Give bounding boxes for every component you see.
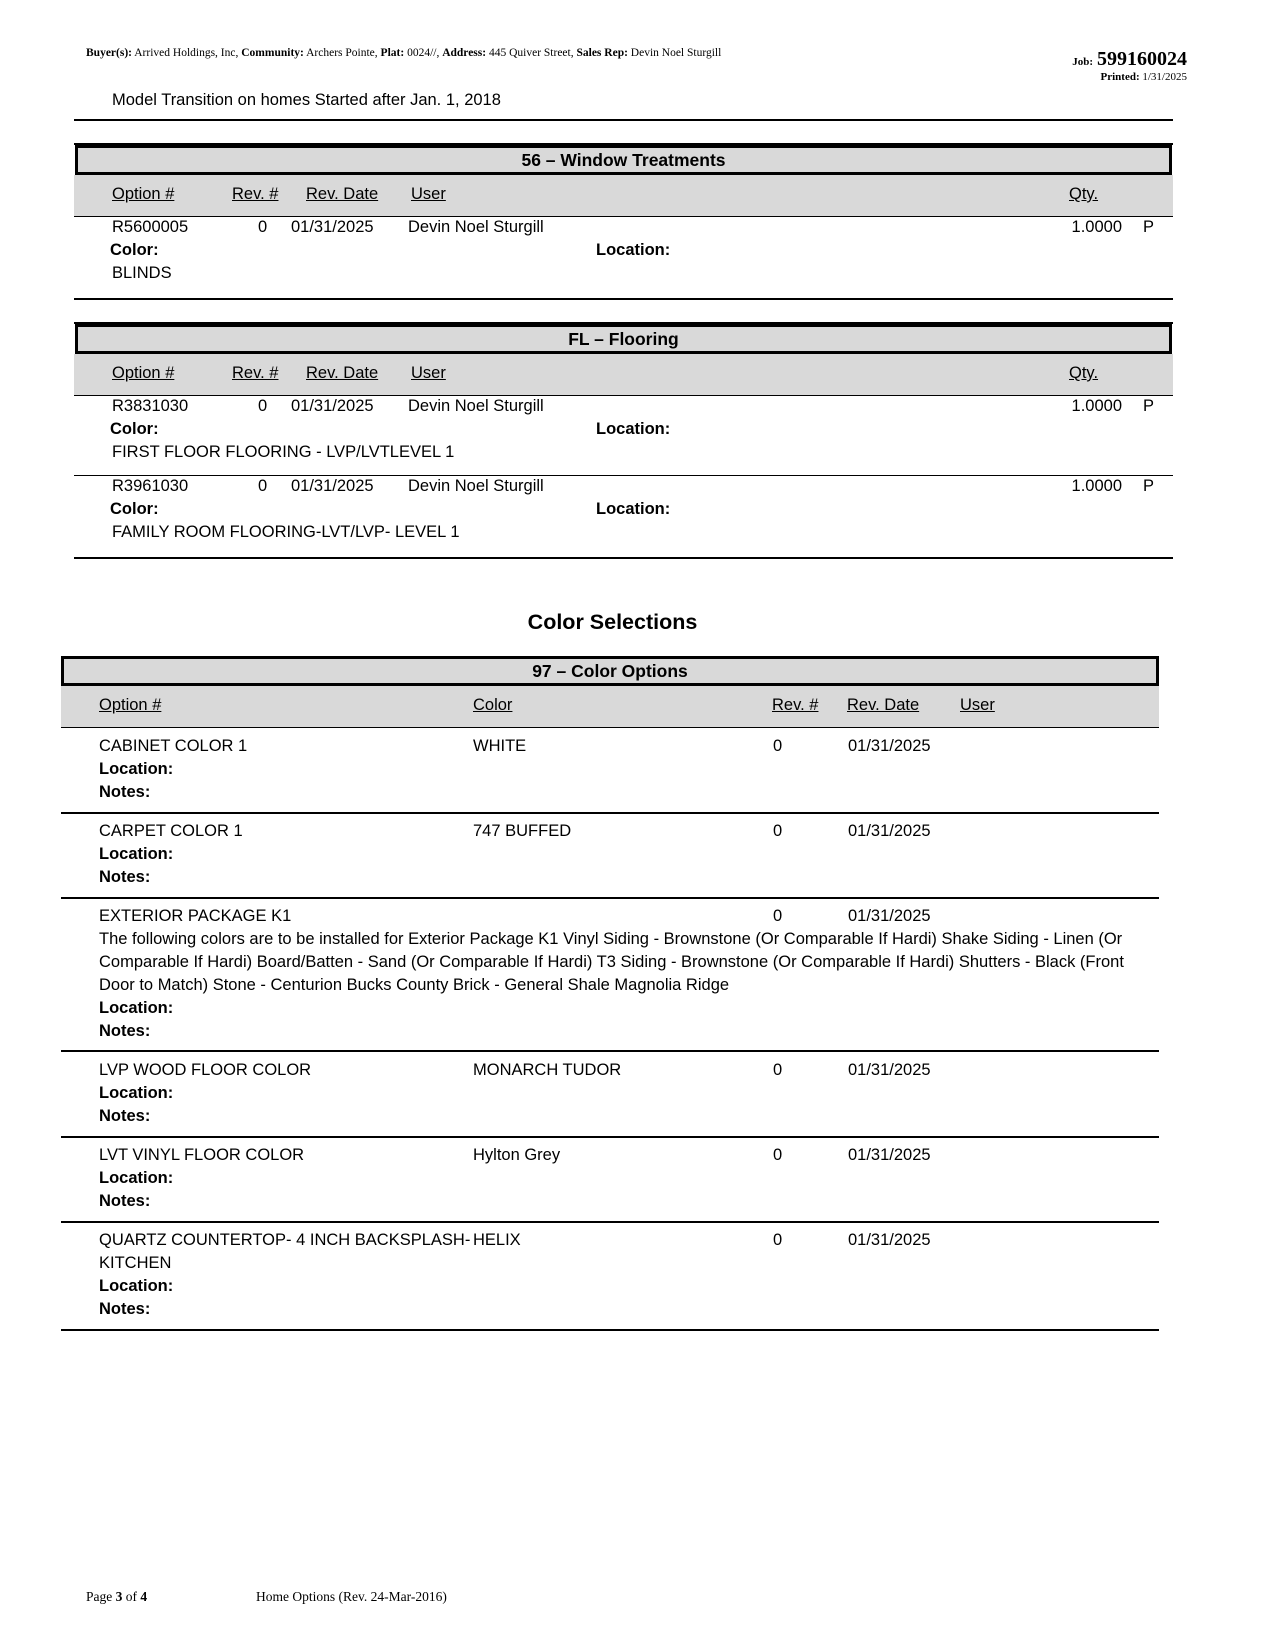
rev-number: 0 <box>258 397 268 415</box>
col-rev-date: Rev. Date <box>847 696 920 714</box>
col-rev: Rev. # <box>772 696 819 714</box>
job-number-block <box>1072 48 1187 71</box>
quantity: 1.0000 <box>1071 397 1122 415</box>
row-divider <box>74 216 1173 217</box>
plat-label: Plat: <box>380 47 405 59</box>
row-divider <box>61 812 1159 814</box>
option-description: BLINDS <box>112 264 172 282</box>
rev-number: 0 <box>258 477 268 495</box>
rev-date: 01/31/2025 <box>848 1061 931 1079</box>
notes-label: Notes: <box>99 1300 151 1318</box>
rev-date: 01/31/2025 <box>848 1231 931 1249</box>
col-rev-date: Rev. Date <box>306 185 379 203</box>
rev-date: 01/31/2025 <box>848 1146 931 1164</box>
rev-date: 01/31/2025 <box>848 907 931 925</box>
row-divider <box>61 897 1159 899</box>
location-label: Location: <box>99 999 174 1017</box>
row-divider <box>61 1136 1159 1138</box>
rev-number: 0 <box>773 737 783 755</box>
section-title-color-options: 97 – Color Options <box>61 656 1159 686</box>
page-total: 4 <box>140 1589 148 1604</box>
rev-number: 0 <box>773 1061 783 1079</box>
section-title-window-treatments: 56 – Window Treatments <box>75 145 1172 175</box>
option-description: FIRST FLOOR FLOORING - LVP/LVTLEVEL 1 <box>112 443 455 461</box>
row-divider <box>61 1329 1159 1331</box>
option-number: R3961030 <box>112 477 189 495</box>
rev-number: 0 <box>773 1231 783 1249</box>
notes-label: Notes: <box>99 1192 151 1210</box>
page-number <box>86 1589 147 1605</box>
col-rev-date: Rev. Date <box>306 364 379 382</box>
column-header-row <box>74 354 1173 395</box>
user-name: Devin Noel Sturgill <box>408 477 544 495</box>
rev-date: 01/31/2025 <box>291 477 374 495</box>
color-option-name: CABINET COLOR 1 <box>99 737 248 755</box>
col-rev: Rev. # <box>232 185 279 203</box>
address-label: Address: <box>442 47 487 59</box>
page-subtitle: Model Transition on homes Started after Jan. 1, 2018 <box>112 91 501 109</box>
sales-rep-label: Sales Rep: <box>576 47 628 59</box>
header-divider <box>74 119 1173 121</box>
location-label: Location: <box>596 420 671 438</box>
rev-date: 01/31/2025 <box>848 737 931 755</box>
printed-date: 1/31/2025 <box>1142 71 1187 83</box>
col-option: Option # <box>112 185 175 203</box>
col-user: User <box>960 696 995 714</box>
rev-number: 0 <box>258 218 268 236</box>
row-divider <box>61 1050 1159 1052</box>
job-label: Job: <box>1072 56 1093 68</box>
color-option-name: LVP WOOD FLOOR COLOR <box>99 1061 312 1079</box>
col-rev: Rev. # <box>232 364 279 382</box>
color-value: MONARCH TUDOR <box>473 1061 622 1079</box>
quantity: 1.0000 <box>1071 477 1122 495</box>
color-selections-title: Color Selections <box>527 610 698 634</box>
option-number: R3831030 <box>112 397 189 415</box>
user-name: Devin Noel Sturgill <box>408 218 544 236</box>
section-title-flooring: FL – Flooring <box>75 324 1172 354</box>
column-header-row <box>74 175 1173 216</box>
quantity-flag: P <box>1143 477 1155 495</box>
rev-number: 0 <box>773 1146 783 1164</box>
color-option-name: QUARTZ COUNTERTOP- 4 INCH BACKSPLASH- <box>99 1231 471 1249</box>
location-label: Location: <box>596 500 671 518</box>
color-value: WHITE <box>473 737 527 755</box>
col-user: User <box>411 364 446 382</box>
rev-date: 01/31/2025 <box>848 822 931 840</box>
color-option-name-line2: KITCHEN <box>99 1254 172 1272</box>
row-divider <box>61 1221 1159 1223</box>
color-value: HELIX <box>473 1231 521 1249</box>
option-description: FAMILY ROOM FLOORING-LVT/LVP- LEVEL 1 <box>112 523 460 541</box>
user-name: Devin Noel Sturgill <box>408 397 544 415</box>
color-option-name: CARPET COLOR 1 <box>99 822 243 840</box>
section-bottom-rule <box>74 557 1173 559</box>
rev-date: 01/31/2025 <box>291 218 374 236</box>
printed-label: Printed: <box>1100 71 1140 83</box>
location-label: Location: <box>99 1277 174 1295</box>
notes-label: Notes: <box>99 1022 151 1040</box>
exterior-package-note: The following colors are to be installed for Exterior Package K1 Vinyl Siding - Brownstone (Or Comparable If Hardi) Shake Siding - Linen (Or Comparable If Hardi) Board/Batten - Sand (Or Comparable If Hardi) T3 Siding - Brownstone (Or Comparable If Hardi) Shutters - Black (Front Door to Match) Stone - Centurion Bucks County Brick - General Shale Magnolia Ridge <box>99 930 1124 994</box>
notes-label: Notes: <box>99 868 151 886</box>
section-bottom-rule <box>74 298 1173 300</box>
location-label: Location: <box>99 760 174 778</box>
page-of: of <box>125 1589 137 1604</box>
col-option: Option # <box>112 364 175 382</box>
buyer-value: Arrived Holdings, Inc, <box>134 47 239 59</box>
job-number: 599160024 <box>1097 48 1187 70</box>
community-value: Archers Pointe, <box>306 47 378 59</box>
location-label: Location: <box>596 241 671 259</box>
location-label: Location: <box>99 845 174 863</box>
quantity-flag: P <box>1143 397 1155 415</box>
rev-date: 01/31/2025 <box>291 397 374 415</box>
col-qty: Qty. <box>1069 364 1099 382</box>
address-value: 445 Quiver Street, <box>488 47 574 59</box>
sales-rep-value: Devin Noel Sturgill <box>630 47 722 59</box>
quantity: 1.0000 <box>1071 218 1122 236</box>
col-color: Color <box>473 696 513 714</box>
row-divider <box>61 727 1159 728</box>
rev-number: 0 <box>773 822 783 840</box>
col-qty: Qty. <box>1069 185 1099 203</box>
page-prefix: Page <box>86 1589 113 1604</box>
col-option: Option # <box>99 696 162 714</box>
color-option-name: LVT VINYL FLOOR COLOR <box>99 1146 305 1164</box>
color-label: Color: <box>110 420 159 438</box>
color-option-name: EXTERIOR PACKAGE K1 <box>99 907 292 925</box>
plat-value: 0024//, <box>407 47 440 59</box>
option-number: R5600005 <box>112 218 189 236</box>
color-label: Color: <box>110 241 159 259</box>
row-divider <box>74 475 1173 476</box>
printed-date-block <box>1101 71 1187 83</box>
notes-label: Notes: <box>99 1107 151 1125</box>
color-label: Color: <box>110 500 159 518</box>
community-label: Community: <box>241 47 304 59</box>
buyer-label: Buyer(s): <box>86 47 132 59</box>
buyer-info-line <box>86 47 721 59</box>
rev-number: 0 <box>773 907 783 925</box>
color-value: 747 BUFFED <box>473 822 572 840</box>
color-column-header-row <box>61 686 1159 727</box>
form-name: Home Options (Rev. 24-Mar-2016) <box>256 1589 447 1604</box>
page-current: 3 <box>115 1589 123 1604</box>
col-user: User <box>411 185 446 203</box>
quantity-flag: P <box>1143 218 1155 236</box>
location-label: Location: <box>99 1084 174 1102</box>
row-divider <box>74 395 1173 396</box>
color-value: Hylton Grey <box>473 1146 561 1164</box>
notes-label: Notes: <box>99 783 151 801</box>
location-label: Location: <box>99 1169 174 1187</box>
